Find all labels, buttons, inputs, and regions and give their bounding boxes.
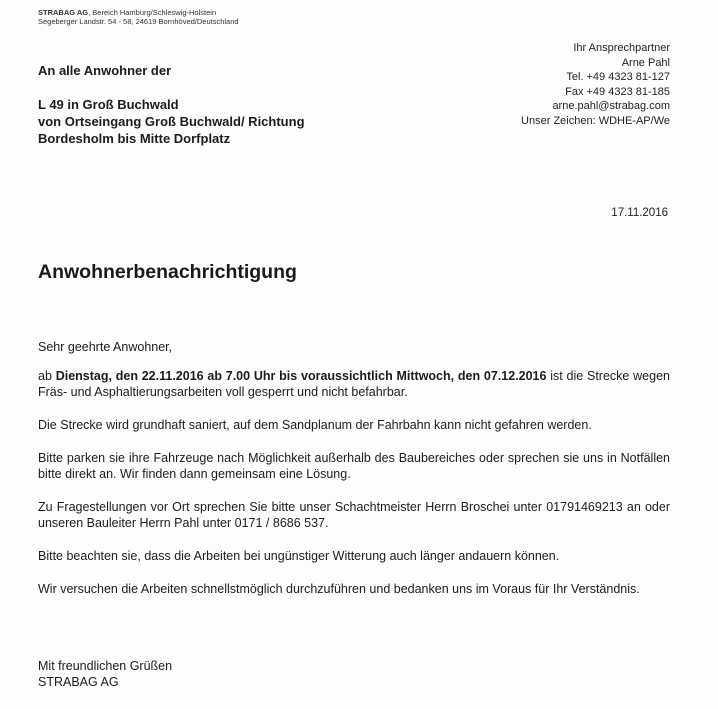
closing-block xyxy=(38,658,172,690)
greeting: Sehr geehrte Anwohner, xyxy=(38,340,173,354)
contact-email: arne.pahl@strabag.com xyxy=(552,100,670,113)
sender-company: STRABAG AG xyxy=(38,8,89,17)
contact-fax: Fax +49 4323 81-185 xyxy=(565,85,670,98)
paragraph-contacts: Zu Fragestellungen vor Ort sprechen Sie bitte unser Schachtmeister Herrn Broschei unter 01791469213 an oder unseren Bauleiter Herrn Pahl unter 0171 / 8686 537. xyxy=(38,500,670,530)
closure-rest: ist die Strecke wegen Fräs- und Asphaltierungsarbeiten voll gesperrt und nicht befahrbar. xyxy=(38,369,670,399)
closing-signature: STRABAG AG xyxy=(38,675,119,689)
recipient-line-1: An alle Anwohner der xyxy=(38,63,172,78)
sender-line xyxy=(38,8,239,17)
contact-label: Ihr Ansprechpartner xyxy=(573,42,670,54)
contact-reference: Unser Zeichen: WDHE-AP/We xyxy=(521,114,670,127)
letter-body xyxy=(38,339,670,614)
closing-salutation: Mit freundlichen Grüßen xyxy=(38,659,173,673)
letter-date: 17.11.2016 xyxy=(611,207,668,219)
contact-block xyxy=(521,41,670,129)
sender-division: , Bereich Hamburg/Schleswig-Holstein xyxy=(88,8,217,17)
contact-name: Arne Pahl xyxy=(621,56,670,69)
sender-street: Segeberger Landstr. 54 - 58, 24619 Bornhöved/Deutschland xyxy=(38,17,239,26)
paragraph-thanks: Wir versuchen die Arbeiten schnellstmöglich durchzuführen und bedanken uns im Voraus für Ihr Verständnis. xyxy=(38,582,640,596)
paragraph-weather: Bitte beachten sie, dass die Arbeiten bei ungünstiger Witterung auch länger andauern können. xyxy=(38,549,560,563)
recipient-block xyxy=(38,62,378,147)
contact-tel: Tel. +49 4323 81-127 xyxy=(566,71,670,84)
recipient-line-3: von Ortseingang Groß Buchwald/ Richtung xyxy=(38,114,305,129)
recipient-line-4: Bordesholm bis Mitte Dorfplatz xyxy=(38,131,231,146)
recipient-line-2: L 49 in Groß Buchwald xyxy=(38,97,179,112)
paragraph-parking: Bitte parken sie ihre Fahrzeuge nach Möglichkeit außerhalb des Baubereiches oder sprechen sie uns in Notfällen bitte direkt an. Wir finden dann gemeinsam eine Lösung. xyxy=(38,451,670,481)
paragraph-closure xyxy=(38,368,670,400)
closure-prefix: ab xyxy=(38,369,56,383)
sender-address xyxy=(38,8,239,26)
recipient-gap xyxy=(38,79,378,96)
letter-heading: Anwohnerbenachrichtigung xyxy=(38,261,297,283)
paragraph-renovation: Die Strecke wird grundhaft saniert, auf dem Sandplanum der Fahrbahn kann nicht gefahren werden. xyxy=(38,418,592,432)
closure-dates: Dienstag, den 22.11.2016 ab 7.00 Uhr bis voraussichtlich Mittwoch, den 07.12.2016 xyxy=(55,369,547,383)
